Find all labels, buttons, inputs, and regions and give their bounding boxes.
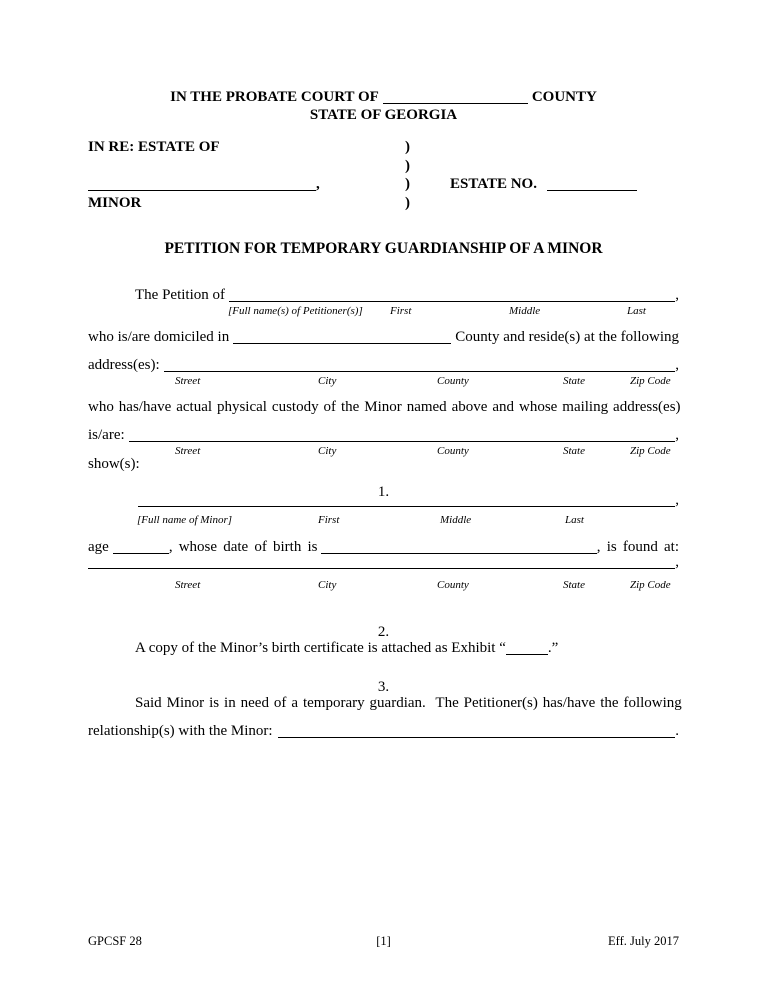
- mailing-comma: ,: [675, 427, 679, 443]
- middle-name-label: Middle: [509, 305, 541, 317]
- minor-name-field[interactable]: [138, 506, 675, 507]
- domicile-suffix: County and reside(s) at the following: [455, 329, 679, 345]
- estate-no-row: [450, 176, 637, 193]
- petition-line: [88, 287, 679, 304]
- state-label: State: [563, 579, 585, 591]
- middle-name-label: Middle: [440, 514, 472, 526]
- address-comma: ,: [675, 357, 679, 373]
- relationship-prefix: relationship(s) with the Minor:: [88, 723, 273, 739]
- caption-paren-1: ): [405, 139, 410, 155]
- court-header-line: [88, 89, 679, 106]
- form-title: PETITION FOR TEMPORARY GUARDIANSHIP OF A MINOR: [164, 240, 603, 257]
- residence-address-field[interactable]: [164, 371, 676, 372]
- minor-address-comma: ,: [675, 554, 679, 570]
- domicile-county-field[interactable]: [233, 343, 451, 344]
- estate-name-field[interactable]: [88, 190, 316, 191]
- minor-bracket-label: [Full name of Minor]: [137, 514, 233, 526]
- city-label: City: [318, 579, 337, 591]
- street-label: Street: [175, 579, 201, 591]
- isare-label: is/are:: [88, 427, 125, 443]
- minor-address-line: [88, 554, 679, 571]
- street-label: Street: [175, 445, 201, 457]
- relationship-line: [88, 723, 679, 740]
- found-at-label: , is found at:: [596, 539, 679, 555]
- estate-no-field[interactable]: [547, 190, 637, 191]
- city-label: City: [318, 445, 337, 457]
- exhibit-prefix: A copy of the Minor’s birth certificate is attached as Exhibit “: [135, 640, 506, 656]
- caption-paren-4: ): [405, 194, 410, 211]
- minor-name-labels: [88, 514, 679, 527]
- zip-code-label: Zip Code: [630, 375, 671, 387]
- petition-comma: ,: [675, 287, 679, 303]
- relationship-period: .: [675, 723, 679, 739]
- estate-name-comma: ,: [316, 176, 320, 192]
- petitioner-bracket-label: [Full name(s) of Petitioner(s)]: [228, 305, 363, 317]
- section-3-number: 3.: [377, 679, 390, 695]
- address-line: [88, 357, 679, 374]
- zip-code-label: Zip Code: [630, 445, 671, 457]
- estate-name-row: [88, 176, 320, 193]
- relationship-field[interactable]: [278, 737, 676, 738]
- first-name-label: First: [318, 514, 340, 526]
- mailing-address-line: [88, 427, 679, 444]
- county-label: County: [437, 375, 469, 387]
- need-guardian-line: Said Minor is in need of a temporary guardian. The Petitioner(s) has/have the following: [135, 695, 682, 711]
- minor-name-comma: ,: [675, 492, 679, 508]
- caption-paren-2: ): [405, 157, 410, 174]
- address-column-labels-3: [88, 579, 679, 592]
- county-name-field[interactable]: [383, 103, 528, 104]
- case-caption: [88, 139, 679, 217]
- dob-label: , whose date of birth is: [168, 539, 318, 555]
- petitioner-name-field[interactable]: [229, 301, 675, 302]
- footer-form-number: GPCSF 28: [88, 934, 142, 948]
- exhibit-suffix: .”: [547, 640, 559, 656]
- last-name-label: Last: [627, 305, 646, 317]
- minor-label: MINOR: [88, 194, 142, 211]
- last-name-label: Last: [565, 514, 584, 526]
- estate-no-label: ESTATE NO.: [450, 176, 537, 192]
- minor-name-line: [88, 492, 679, 509]
- caption-paren-3: ): [405, 176, 410, 192]
- address-column-labels-1: [88, 375, 679, 388]
- petition-prefix: The Petition of: [135, 287, 225, 303]
- court-header-prefix: IN THE PROBATE COURT OF: [170, 89, 379, 105]
- shows-label: show(s):: [88, 456, 140, 472]
- in-re-label: IN RE: ESTATE OF: [88, 139, 220, 155]
- state-label: State: [563, 445, 585, 457]
- footer-page-number: [1]: [376, 934, 391, 948]
- county-label: County: [437, 579, 469, 591]
- first-name-label: First: [390, 305, 412, 317]
- street-label: Street: [175, 375, 201, 387]
- section-2-number: 2.: [377, 624, 390, 640]
- custody-line: who has/have actual physical custody of the Minor named above and whose mailing address(es): [88, 399, 681, 415]
- court-header-suffix: COUNTY: [531, 89, 597, 105]
- state-line: STATE OF GEORGIA: [309, 107, 458, 123]
- addresses-label: address(es):: [88, 357, 160, 373]
- petitioner-name-labels: [88, 305, 679, 318]
- age-label: age: [88, 539, 109, 555]
- exhibit-line: [88, 640, 679, 657]
- county-label: County: [437, 445, 469, 457]
- state-label: State: [563, 375, 585, 387]
- exhibit-field[interactable]: [506, 654, 548, 655]
- section-1-number: 1.: [377, 484, 390, 500]
- minor-address-field[interactable]: [88, 568, 675, 569]
- domicile-line: [88, 329, 679, 346]
- zip-code-label: Zip Code: [630, 579, 671, 591]
- mailing-address-field[interactable]: [129, 441, 676, 442]
- footer-effective-date: Eff. July 2017: [608, 934, 679, 948]
- city-label: City: [318, 375, 337, 387]
- domicile-prefix: who is/are domiciled in: [88, 329, 230, 345]
